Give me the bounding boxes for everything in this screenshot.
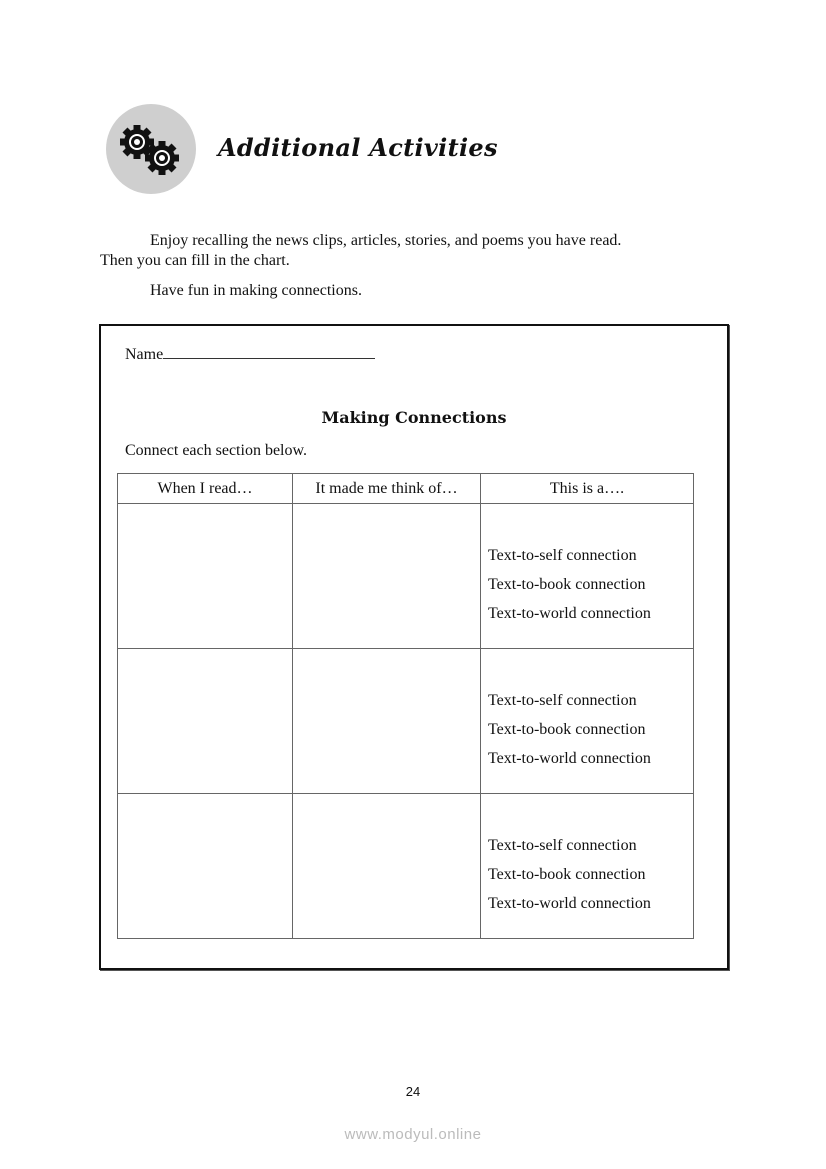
option-text-to-book[interactable]: Text-to-book connection [488,721,646,738]
connection-type-cell [481,794,694,939]
connection-type-cell [481,504,694,649]
option-text-to-book[interactable]: Text-to-book connection [488,866,646,883]
page-number: 24 [405,1084,421,1099]
when-i-read-cell[interactable] [118,649,293,794]
option-text-to-world[interactable]: Text-to-world connection [488,750,651,767]
made-me-think-of-cell[interactable] [293,504,481,649]
option-text-to-book[interactable]: Text-to-book connection [488,576,646,593]
table-header-row [118,474,694,504]
gears-icon-badge [106,104,196,194]
table-row [118,649,694,794]
worksheet-title: Making Connections [321,408,507,427]
when-i-read-cell[interactable] [118,794,293,939]
column-header-this-is-a: This is a…. [481,474,694,504]
intro-line-2: Then you can fill in the chart. [100,251,290,269]
intro-paragraph-2 [100,281,720,301]
when-i-read-cell[interactable] [118,504,293,649]
watermark: www.modyul.online [344,1126,482,1143]
option-text-to-self[interactable]: Text-to-self connection [488,547,637,564]
option-text-to-self[interactable]: Text-to-self connection [488,837,637,854]
connection-type-cell [481,649,694,794]
worksheet-box [99,324,729,970]
name-input-line[interactable] [163,344,375,359]
table-row [118,504,694,649]
gears-icon [106,104,196,194]
option-text-to-world[interactable]: Text-to-world connection [488,895,651,912]
section-title: Additional Activities [218,133,498,162]
worksheet-instruction: Connect each section below. [125,442,308,459]
made-me-think-of-cell[interactable] [293,794,481,939]
name-label: Name [125,346,164,363]
table-row [118,794,694,939]
name-field-row [125,344,375,364]
intro-line-1: Enjoy recalling the news clips, articles, stories, and poems you have read. [150,232,622,249]
fun-line: Have fun in making connections. [150,282,362,299]
connections-table [117,473,694,939]
made-me-think-of-cell[interactable] [293,649,481,794]
intro-paragraph [100,231,720,270]
option-text-to-world[interactable]: Text-to-world connection [488,605,651,622]
column-header-when-i-read: When I read… [118,474,293,504]
column-header-made-me-think-of: It made me think of… [293,474,481,504]
option-text-to-self[interactable]: Text-to-self connection [488,692,637,709]
